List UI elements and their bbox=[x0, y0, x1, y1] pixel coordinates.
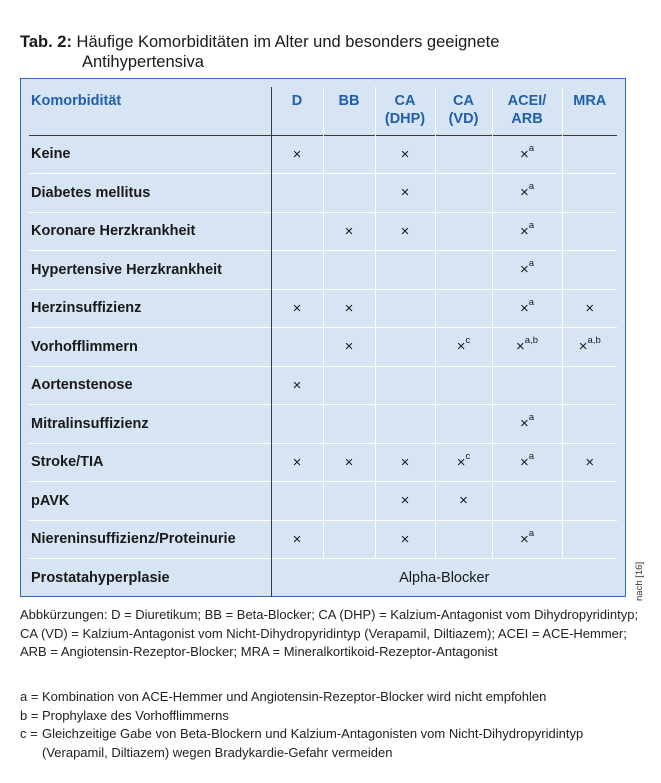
footnote-key: a = bbox=[20, 689, 39, 704]
check-mark: × bbox=[292, 530, 302, 548]
header-d: D bbox=[271, 87, 323, 135]
table-caption bbox=[20, 32, 620, 72]
table-cell bbox=[271, 405, 323, 444]
table-cell bbox=[492, 328, 562, 367]
footnote-marker: a bbox=[528, 527, 535, 539]
table-cell bbox=[323, 405, 375, 444]
check-mark: × bbox=[292, 145, 302, 163]
check-mark: × bbox=[519, 415, 529, 433]
table-cell bbox=[323, 520, 375, 559]
table-cell bbox=[492, 366, 562, 405]
check-mark: × bbox=[519, 299, 529, 317]
table-row bbox=[29, 328, 617, 367]
table-cell bbox=[271, 366, 323, 405]
table-row bbox=[29, 520, 617, 559]
footnote-marker: a,b bbox=[524, 335, 538, 347]
table-cell bbox=[323, 135, 375, 174]
table-cell bbox=[562, 289, 617, 328]
caption-label: Tab. 2: bbox=[20, 33, 72, 51]
check-mark: × bbox=[292, 453, 302, 471]
table-cell bbox=[562, 520, 617, 559]
table-cell bbox=[435, 443, 492, 482]
check-mark: × bbox=[400, 222, 410, 240]
check-mark: × bbox=[519, 222, 529, 240]
footnote-marker: a bbox=[528, 181, 535, 193]
table-cell bbox=[435, 289, 492, 328]
check-mark: × bbox=[344, 299, 354, 317]
row-label: Keine bbox=[29, 135, 271, 174]
row-label: Vorhofflimmern bbox=[29, 328, 271, 367]
footnote-text: Kombination von ACE-Hemmer und Angiotensin-Rezeptor-Blocker wird nicht empfohlen bbox=[42, 689, 547, 704]
table-cell bbox=[375, 443, 435, 482]
check-mark: × bbox=[516, 338, 525, 356]
table-cell bbox=[562, 328, 617, 367]
table-cell bbox=[435, 135, 492, 174]
table-cell bbox=[375, 482, 435, 521]
check-mark: × bbox=[519, 145, 529, 163]
table-cell bbox=[562, 251, 617, 290]
table-cell bbox=[492, 289, 562, 328]
table-cell bbox=[375, 405, 435, 444]
table-cell bbox=[435, 520, 492, 559]
row-label: Diabetes mellitus bbox=[29, 174, 271, 213]
row-label: Koronare Herzkrankheit bbox=[29, 212, 271, 251]
footnote-marker: c bbox=[465, 450, 471, 462]
caption-title-line2: Antihypertensiva bbox=[82, 53, 204, 71]
table-row bbox=[29, 443, 617, 482]
check-mark: × bbox=[400, 530, 410, 548]
row-label: Stroke/TIA bbox=[29, 443, 271, 482]
table-cell bbox=[375, 251, 435, 290]
check-mark: × bbox=[519, 261, 529, 279]
footnote bbox=[20, 725, 645, 762]
table-cell bbox=[492, 482, 562, 521]
table-cell bbox=[492, 520, 562, 559]
footnote bbox=[20, 707, 645, 726]
check-mark: × bbox=[400, 145, 410, 163]
check-mark: × bbox=[400, 184, 410, 202]
table-cell bbox=[323, 174, 375, 213]
header-mra: MRA bbox=[562, 87, 617, 135]
table-row bbox=[29, 174, 617, 213]
table-cell bbox=[271, 520, 323, 559]
footnote-marker: a bbox=[528, 296, 535, 308]
check-mark: × bbox=[456, 338, 466, 356]
footnote-marker: a bbox=[528, 142, 535, 154]
table-cell bbox=[435, 405, 492, 444]
table-cell bbox=[375, 520, 435, 559]
row-label: pAVK bbox=[29, 482, 271, 521]
check-mark: × bbox=[292, 299, 302, 317]
row-label: Prostatahyperplasie bbox=[29, 559, 271, 598]
check-mark: × bbox=[344, 222, 354, 240]
check-mark: × bbox=[400, 492, 410, 510]
table-cell bbox=[323, 443, 375, 482]
footnote-key: c = bbox=[20, 726, 38, 741]
table-cell bbox=[435, 174, 492, 213]
table-cell bbox=[323, 212, 375, 251]
table-cell bbox=[375, 135, 435, 174]
footnote-text: Prophylaxe des Vorhofflimmerns bbox=[42, 707, 229, 723]
check-mark: × bbox=[519, 453, 529, 471]
header-bb: BB bbox=[323, 87, 375, 135]
table-row bbox=[29, 251, 617, 290]
row-label: Herzinsuffizienz bbox=[29, 289, 271, 328]
table-row bbox=[29, 212, 617, 251]
table-cell bbox=[435, 366, 492, 405]
table-cell bbox=[375, 289, 435, 328]
table-row bbox=[29, 289, 617, 328]
table-cell bbox=[271, 443, 323, 482]
table-cell bbox=[562, 405, 617, 444]
table-cell bbox=[435, 482, 492, 521]
check-mark: × bbox=[400, 453, 410, 471]
row-label: Aortenstenose bbox=[29, 366, 271, 405]
row-label: Niereninsuffizienz/Proteinurie bbox=[29, 520, 271, 559]
table-cell bbox=[271, 135, 323, 174]
table-cell bbox=[271, 289, 323, 328]
check-mark: × bbox=[456, 453, 466, 471]
footnote-marker: a bbox=[528, 258, 535, 270]
table-cell bbox=[271, 174, 323, 213]
table-cell bbox=[562, 366, 617, 405]
footnotes bbox=[20, 688, 645, 762]
caption-title-line1: Häufige Komorbiditäten im Alter und besonders geeignete bbox=[76, 33, 500, 51]
table-cell bbox=[323, 289, 375, 328]
check-mark: × bbox=[578, 338, 588, 356]
table-cell bbox=[562, 174, 617, 213]
table-cell bbox=[323, 366, 375, 405]
table-cell bbox=[271, 251, 323, 290]
table-cell bbox=[435, 212, 492, 251]
table-cell bbox=[492, 135, 562, 174]
source-note: nach [16] bbox=[634, 561, 645, 601]
table-header-row bbox=[29, 87, 617, 135]
table-cell bbox=[492, 443, 562, 482]
row-label: Mitralinsuffizienz bbox=[29, 405, 271, 444]
table-cell bbox=[375, 212, 435, 251]
table-row bbox=[29, 482, 617, 521]
check-mark: × bbox=[459, 492, 468, 510]
table-frame bbox=[20, 78, 626, 597]
merged-cell-alpha-blocker: Alpha-Blocker bbox=[271, 559, 617, 598]
table-cell bbox=[492, 251, 562, 290]
table-row bbox=[29, 405, 617, 444]
abbreviations-text: Abbkürzungen: D = Diuretikum; BB = Beta-Blocker; CA (DHP) = Kalzium-Antagonist vom Dihydropyridintyp; CA (VD) = Kalzium-Antagonist vom Nicht-Dihydropyridintyp (Verapamil, Diltiazem); ACEI = ACE-Hemmer; ARB = Angiotensin-Rezeptor-Blocker; MRA = Mineralkortikoid-Rezeptor-Antagonist bbox=[20, 607, 639, 659]
table-cell bbox=[375, 174, 435, 213]
table-cell bbox=[375, 366, 435, 405]
table-cell bbox=[562, 443, 617, 482]
table-cell bbox=[492, 405, 562, 444]
footnote-text: Gleichzeitige Gabe von Beta-Blockern und Kalzium-Antagonisten vom Nicht-Dihydropyridintyp (Verapamil, Diltiazem) wegen Bradykardie-Gefahr vermeiden bbox=[42, 726, 584, 760]
table-row bbox=[29, 366, 617, 405]
table-cell bbox=[271, 328, 323, 367]
table-cell bbox=[375, 328, 435, 367]
table-cell bbox=[492, 174, 562, 213]
row-label: Hypertensive Herzkrankheit bbox=[29, 251, 271, 290]
comorbidity-table bbox=[29, 87, 617, 597]
table-cell bbox=[562, 212, 617, 251]
table-cell bbox=[323, 251, 375, 290]
table-cell bbox=[435, 251, 492, 290]
table-row bbox=[29, 135, 617, 174]
footnote-marker: a bbox=[528, 450, 535, 462]
footnote-marker: a,b bbox=[587, 335, 601, 347]
table-row bbox=[29, 559, 617, 598]
table-cell bbox=[323, 328, 375, 367]
footnote-key: b = bbox=[20, 707, 39, 723]
footnote-marker: c bbox=[465, 335, 471, 347]
header-ca-dhp: CA (DHP) bbox=[375, 87, 435, 135]
footnote bbox=[20, 688, 645, 707]
header-acei-arb: ACEI/ ARB bbox=[492, 87, 562, 135]
table-cell bbox=[562, 135, 617, 174]
check-mark: × bbox=[585, 453, 595, 471]
table-cell bbox=[562, 482, 617, 521]
check-mark: × bbox=[519, 530, 529, 548]
table-cell bbox=[492, 212, 562, 251]
check-mark: × bbox=[519, 184, 529, 202]
header-ca-vd: CA (VD) bbox=[435, 87, 492, 135]
check-mark: × bbox=[344, 338, 354, 356]
footnote-marker: a bbox=[528, 412, 535, 424]
check-mark: × bbox=[344, 453, 354, 471]
header-comorbidity: Komorbidität bbox=[31, 93, 122, 109]
check-mark: × bbox=[292, 376, 302, 394]
check-mark: × bbox=[585, 299, 595, 317]
table-cell bbox=[435, 328, 492, 367]
table-cell bbox=[323, 482, 375, 521]
table-cell bbox=[271, 482, 323, 521]
footnote-marker: a bbox=[528, 219, 535, 231]
table-cell bbox=[271, 212, 323, 251]
